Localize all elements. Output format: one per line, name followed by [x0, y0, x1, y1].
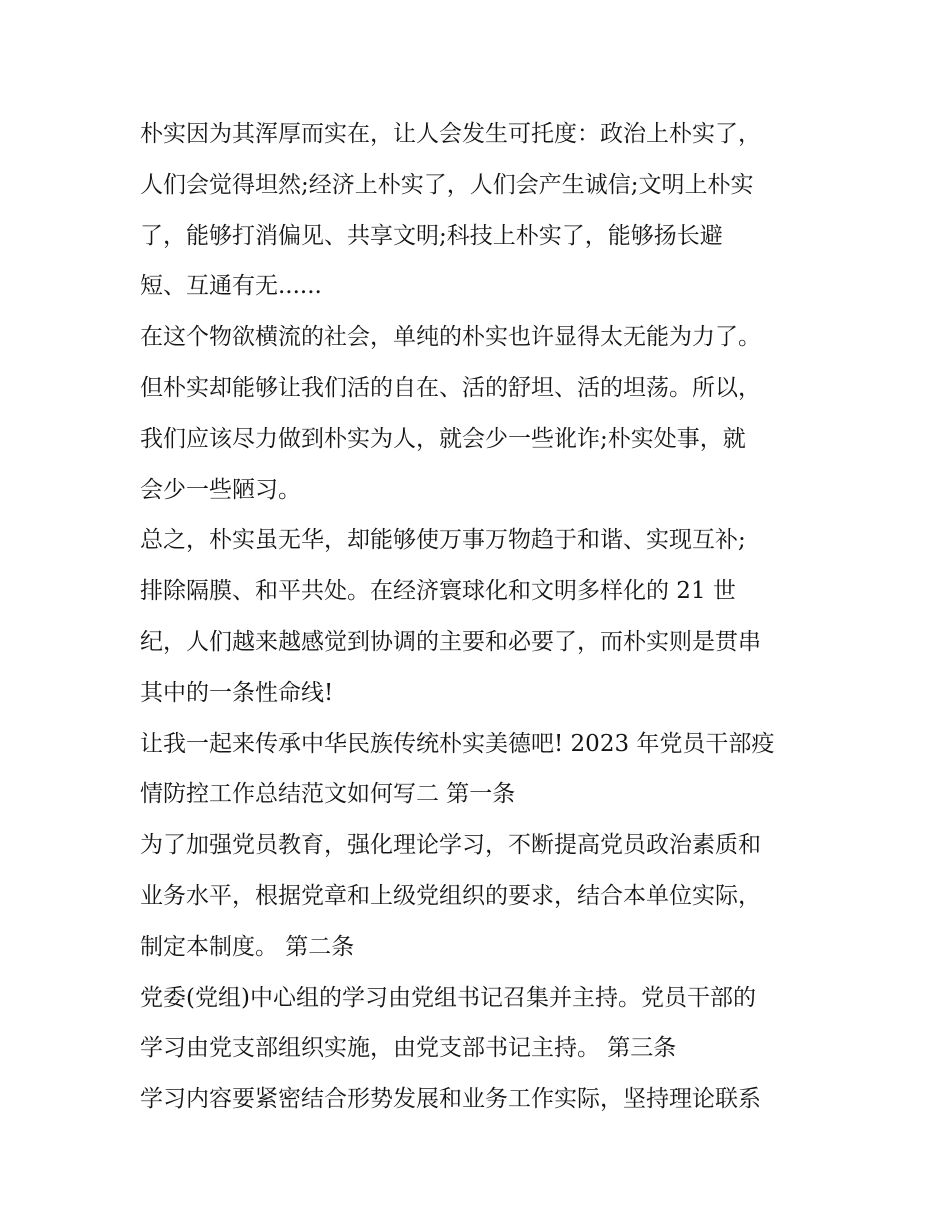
text-line: 业务水平，根据党章和上级党组织的要求，结合本单位实际，: [140, 882, 761, 909]
text-line: 人们会觉得坦然;经济上朴实了，人们会产生诚信;文明上朴实: [140, 171, 754, 198]
text-line: 但朴实却能够让我们活的自在、活的舒坦、活的坦荡。所以，: [140, 374, 761, 401]
text-line: 总之，朴实虽无华，却能够使万事万物趋于和谐、实现互补;: [140, 527, 746, 554]
text-line: 会少一些陋习。: [140, 476, 301, 503]
text-line: 在这个物欲横流的社会，单纯的朴实也许显得太无能为力了。: [140, 324, 761, 351]
text-line: 学习由党支部组织实施，由党支部书记主持。 第三条: [140, 1035, 677, 1062]
text-line: 排除隔膜、和平共处。在经济寰球化和文明多样化的 21 世: [140, 578, 736, 605]
text-line: 情防控工作总结范文如何写二 第一条: [140, 781, 516, 808]
text-line: 制定本制度。 第二条: [140, 933, 355, 960]
text-line: 了，能够打消偏见、共享文明;科技上朴实了，能够扬长避: [140, 222, 723, 249]
text-line: 为了加强党员教育，强化理论学习，不断提高党员政治素质和: [140, 832, 761, 859]
text-line: 学习内容要紧密结合形势发展和业务工作实际，坚持理论联系: [140, 1086, 761, 1113]
text-line: 其中的一条性命线!: [140, 679, 334, 706]
text-line: 让我一起来传承中华民族传统朴实美德吧! 2023 年党员干部疫: [140, 730, 775, 757]
text-line: 朴实因为其浑厚而实在，让人会发生可托度：政治上朴实了，: [140, 121, 761, 147]
text-line: 我们应该尽力做到朴实为人，就会少一些讹诈;朴实处事，就: [140, 425, 746, 452]
document-body: [140, 109, 830, 1125]
text-line: 短、互通有无......: [140, 273, 322, 300]
text-line: 党委(党组)中心组的学习由党组书记召集并主持。党员干部的: [140, 984, 756, 1011]
text-line: 纪，人们越来越感觉到协调的主要和必要了，而朴实则是贯串: [140, 628, 761, 655]
